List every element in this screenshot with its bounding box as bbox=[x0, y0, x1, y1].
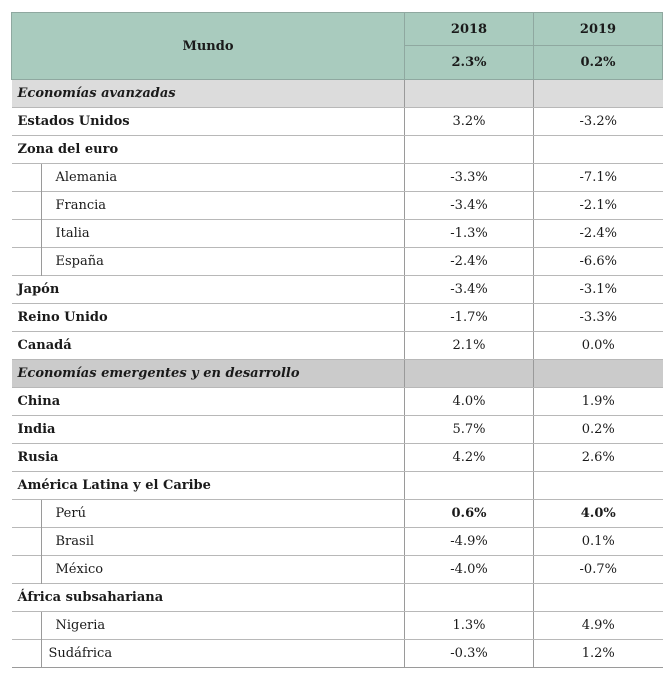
table-row bbox=[12, 276, 663, 304]
value-2018: -3.4% bbox=[405, 192, 534, 220]
region-header: Mundo bbox=[12, 13, 405, 80]
value-2018: 4.2% bbox=[405, 444, 534, 472]
value-2018: 3.2% bbox=[405, 108, 534, 136]
section-row-emerging bbox=[12, 360, 663, 388]
value-2018: -4.9% bbox=[405, 528, 534, 556]
row-label: Canadá bbox=[12, 332, 405, 360]
value-2019: 0.1% bbox=[534, 528, 663, 556]
value-2019: -2.4% bbox=[534, 220, 663, 248]
value-2018: -1.7% bbox=[405, 304, 534, 332]
table-row bbox=[12, 556, 663, 584]
value-2019: 4.0% bbox=[534, 500, 663, 528]
value-2018: -0.3% bbox=[405, 640, 534, 668]
value-2018: 4.0% bbox=[405, 388, 534, 416]
value-2018: -4.0% bbox=[405, 556, 534, 584]
value-2018 bbox=[405, 360, 534, 388]
value-2019: -2.1% bbox=[534, 192, 663, 220]
row-label: Nigeria bbox=[12, 612, 405, 640]
row-label: China bbox=[12, 388, 405, 416]
value-2019: -6.6% bbox=[534, 248, 663, 276]
value-2019: -3.1% bbox=[534, 276, 663, 304]
value-2018: 0.6% bbox=[405, 500, 534, 528]
world-value-2019: 0.2% bbox=[534, 46, 663, 80]
year-header-2018: 2018 bbox=[405, 13, 534, 46]
row-label: Zona del euro bbox=[12, 136, 405, 164]
table-row bbox=[12, 640, 663, 668]
value-2018: -3.3% bbox=[405, 164, 534, 192]
row-label: Reino Unido bbox=[12, 304, 405, 332]
table-row bbox=[12, 612, 663, 640]
value-2019 bbox=[534, 584, 663, 612]
value-2019 bbox=[534, 472, 663, 500]
value-2018 bbox=[405, 80, 534, 108]
table-row bbox=[12, 584, 663, 612]
table-row-highlight bbox=[12, 500, 663, 528]
value-2018: 1.3% bbox=[405, 612, 534, 640]
world-value-2018: 2.3% bbox=[405, 46, 534, 80]
value-2019: 0.2% bbox=[534, 416, 663, 444]
table-row bbox=[12, 108, 663, 136]
value-2018: 2.1% bbox=[405, 332, 534, 360]
row-label: Perú bbox=[12, 500, 405, 528]
row-label: Francia bbox=[12, 192, 405, 220]
table-row bbox=[12, 472, 663, 500]
row-label: India bbox=[12, 416, 405, 444]
table-row bbox=[12, 164, 663, 192]
value-2019 bbox=[534, 80, 663, 108]
row-label: Economías emergentes y en desarrollo bbox=[12, 360, 405, 388]
table-row bbox=[12, 528, 663, 556]
header-row-years bbox=[12, 13, 663, 46]
value-2019: -7.1% bbox=[534, 164, 663, 192]
table-row bbox=[12, 220, 663, 248]
value-2018 bbox=[405, 584, 534, 612]
row-label: África subsahariana bbox=[12, 584, 405, 612]
table-row bbox=[12, 332, 663, 360]
table-row bbox=[12, 248, 663, 276]
table-row bbox=[12, 304, 663, 332]
value-2019: -3.3% bbox=[534, 304, 663, 332]
growth-table bbox=[11, 12, 663, 668]
value-2019: 1.2% bbox=[534, 640, 663, 668]
table-row bbox=[12, 444, 663, 472]
row-label: Rusia bbox=[12, 444, 405, 472]
row-label: México bbox=[12, 556, 405, 584]
table-row bbox=[12, 136, 663, 164]
table-row bbox=[12, 416, 663, 444]
value-2019: -3.2% bbox=[534, 108, 663, 136]
row-label: Economías avanzadas bbox=[12, 80, 405, 108]
value-2019: 0.0% bbox=[534, 332, 663, 360]
value-2019: 2.6% bbox=[534, 444, 663, 472]
row-label: Japón bbox=[12, 276, 405, 304]
value-2018 bbox=[405, 472, 534, 500]
table-row bbox=[12, 192, 663, 220]
value-2019: -0.7% bbox=[534, 556, 663, 584]
value-2018: 5.7% bbox=[405, 416, 534, 444]
value-2019 bbox=[534, 136, 663, 164]
row-label: España bbox=[12, 248, 405, 276]
row-label: Estados Unidos bbox=[12, 108, 405, 136]
row-label: Sudáfrica bbox=[12, 640, 405, 668]
row-label: Italia bbox=[12, 220, 405, 248]
row-label: América Latina y el Caribe bbox=[12, 472, 405, 500]
value-2019: 4.9% bbox=[534, 612, 663, 640]
year-header-2019: 2019 bbox=[534, 13, 663, 46]
value-2018 bbox=[405, 136, 534, 164]
value-2019 bbox=[534, 360, 663, 388]
section-row-advanced bbox=[12, 80, 663, 108]
table-row bbox=[12, 388, 663, 416]
value-2018: -2.4% bbox=[405, 248, 534, 276]
value-2019: 1.9% bbox=[534, 388, 663, 416]
row-label: Alemania bbox=[12, 164, 405, 192]
row-label: Brasil bbox=[12, 528, 405, 556]
value-2018: -1.3% bbox=[405, 220, 534, 248]
value-2018: -3.4% bbox=[405, 276, 534, 304]
